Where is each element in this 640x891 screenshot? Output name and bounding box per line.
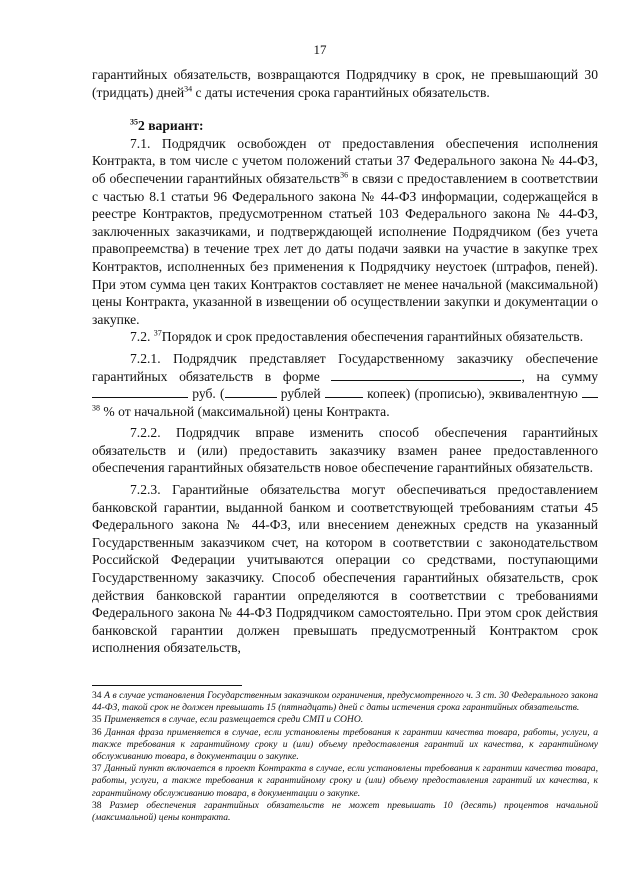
clause-7-2: 7.2. $^{37}$Порядок и срок предоставления обеспечения гарантийных обязательств. (130, 328, 584, 345)
footnote-ref-35: 35 (130, 117, 138, 127)
sum-blank (92, 385, 188, 398)
footnote-35: 35 Применяется в случае, если размещается среди СМП и СОНО. (92, 714, 364, 726)
clause-7-2-3: 7.2.3. Гарантийные обязательства могут обеспечиваться предоставлением банковской гарантии, выданной банком и соответствующей требованиям статьи 45 Федерального закона № 44-ФЗ, или внесением денежных средств на указанный Государственным заказчиком счет, на котором в соответствии с законодательством Российской Федерации учитываются операции со средствами, поступающими Государственному заказчику. Способ обеспечения гарантийных обязательств, срок действия банковской гарантии определяются в соответствии с требованиями Федерального закона № 44-ФЗ Подрядчиком самостоятельно. При этом срок действия банковской гарантии должен превышать предусмотренный Контрактом срок исполнения обязательств, (92, 482, 598, 656)
footnote-ref-38: 38 (92, 403, 100, 413)
footnote-ref-34: 34 (184, 84, 193, 94)
clause-7-2-1: 7.2.1. Подрядчик представляет Государственному заказчику обеспечение гарантийных обязательств в форме , на сумму руб. ( рублей копеек) (прописью), эквивалентную $^{38}$ % от начальной (максимальной) цены Контракта. (92, 350, 598, 419)
page-number: 17 (313, 42, 327, 57)
clause-7-1: 7.1. Подрядчик освобожден от предоставления обеспечения исполнения Контракта, в том числе с учетом положений статьи 37 Федерального закона № 44-ФЗ, об обеспечении гарантийных обязательств$^{36}$ в связи с предоставлением в соответствии с частью 8.1 статьи 96 Федерального закона № 44-ФЗ информации, содержащейся в реестре Контрактов, предусмотренном статьей 103 Федерального закона № 44-ФЗ, заключенных заказчиками, и подтверждающей исполнение Подрядчиком (без учета правопреемства) в течение трех лет до даты подачи заявки на участие в закупке трех Контрактов, исполненных без применения к Подрядчику неустоек (штрафов, пеней). При этом сумма цен таких Контрактов составляет не менее начальной (максимальной) цены Контракта, указанной в извещении об осуществлении закупки и документации о закупке. (92, 135, 598, 327)
paragraph-warranty-return: гарантийных обязательств, возвращаются Подрядчику в срок, не превышающий 30 (тридцать) дней$^{34}$ с даты истечения срока гарантийных обязательств. (92, 67, 598, 100)
footnotes (92, 690, 598, 824)
footnote-ref-36: 36 (340, 170, 349, 180)
variant-heading: $^{35}$2 вариант: (130, 117, 204, 134)
percent-blank (582, 385, 598, 398)
footnote-ref-37: 37 (153, 328, 162, 338)
kopecks-blank (325, 385, 363, 398)
footnote-34: 34 А в случае установления Государственным заказчиком ограничения, предусмотренного ч. 3 ст. 30 Федерального закона 44-ФЗ, такой срок не должен превышать 15 (пятнадцать) дней с даты истечения срока гарантийных обязательств. (92, 690, 598, 714)
footnote-38: 38 Размер обеспечения гарантийных обязательств не может превышать 10 (десять) процентов начальной (максимальной) цены контракта. (92, 799, 598, 824)
footnote-36: 36 Данная фраза применяется в случае, если установлены требования к гарантии качества товара, работы, услуги, а также требования к гарантийному сроку и (или) объему предоставления гарантий их качества, к гарантийному обслуживанию товара, в документации о закупке. (92, 726, 598, 763)
form-blank (331, 368, 521, 381)
footnote-37: 37 Данный пункт включается в проект Контракта в случае, если установлены требования к гарантии качества товара, работы, услуги, а также требования к гарантийному сроку и (или) объему предоставления гарантий их качества, к гарантийному обслуживанию товара, в документации о закупке. (92, 763, 598, 799)
rubles-blank (225, 385, 277, 398)
main-text (92, 66, 598, 657)
clause-7-2-2: 7.2.2. Подрядчик вправе изменить способ обеспечения гарантийных обязательств и (или) предоставить заказчику взамен ранее предоставленного обеспечения гарантийных обязательств новое обеспечение гарантийных обязательств. (92, 425, 598, 476)
footnote-separator (92, 685, 242, 686)
